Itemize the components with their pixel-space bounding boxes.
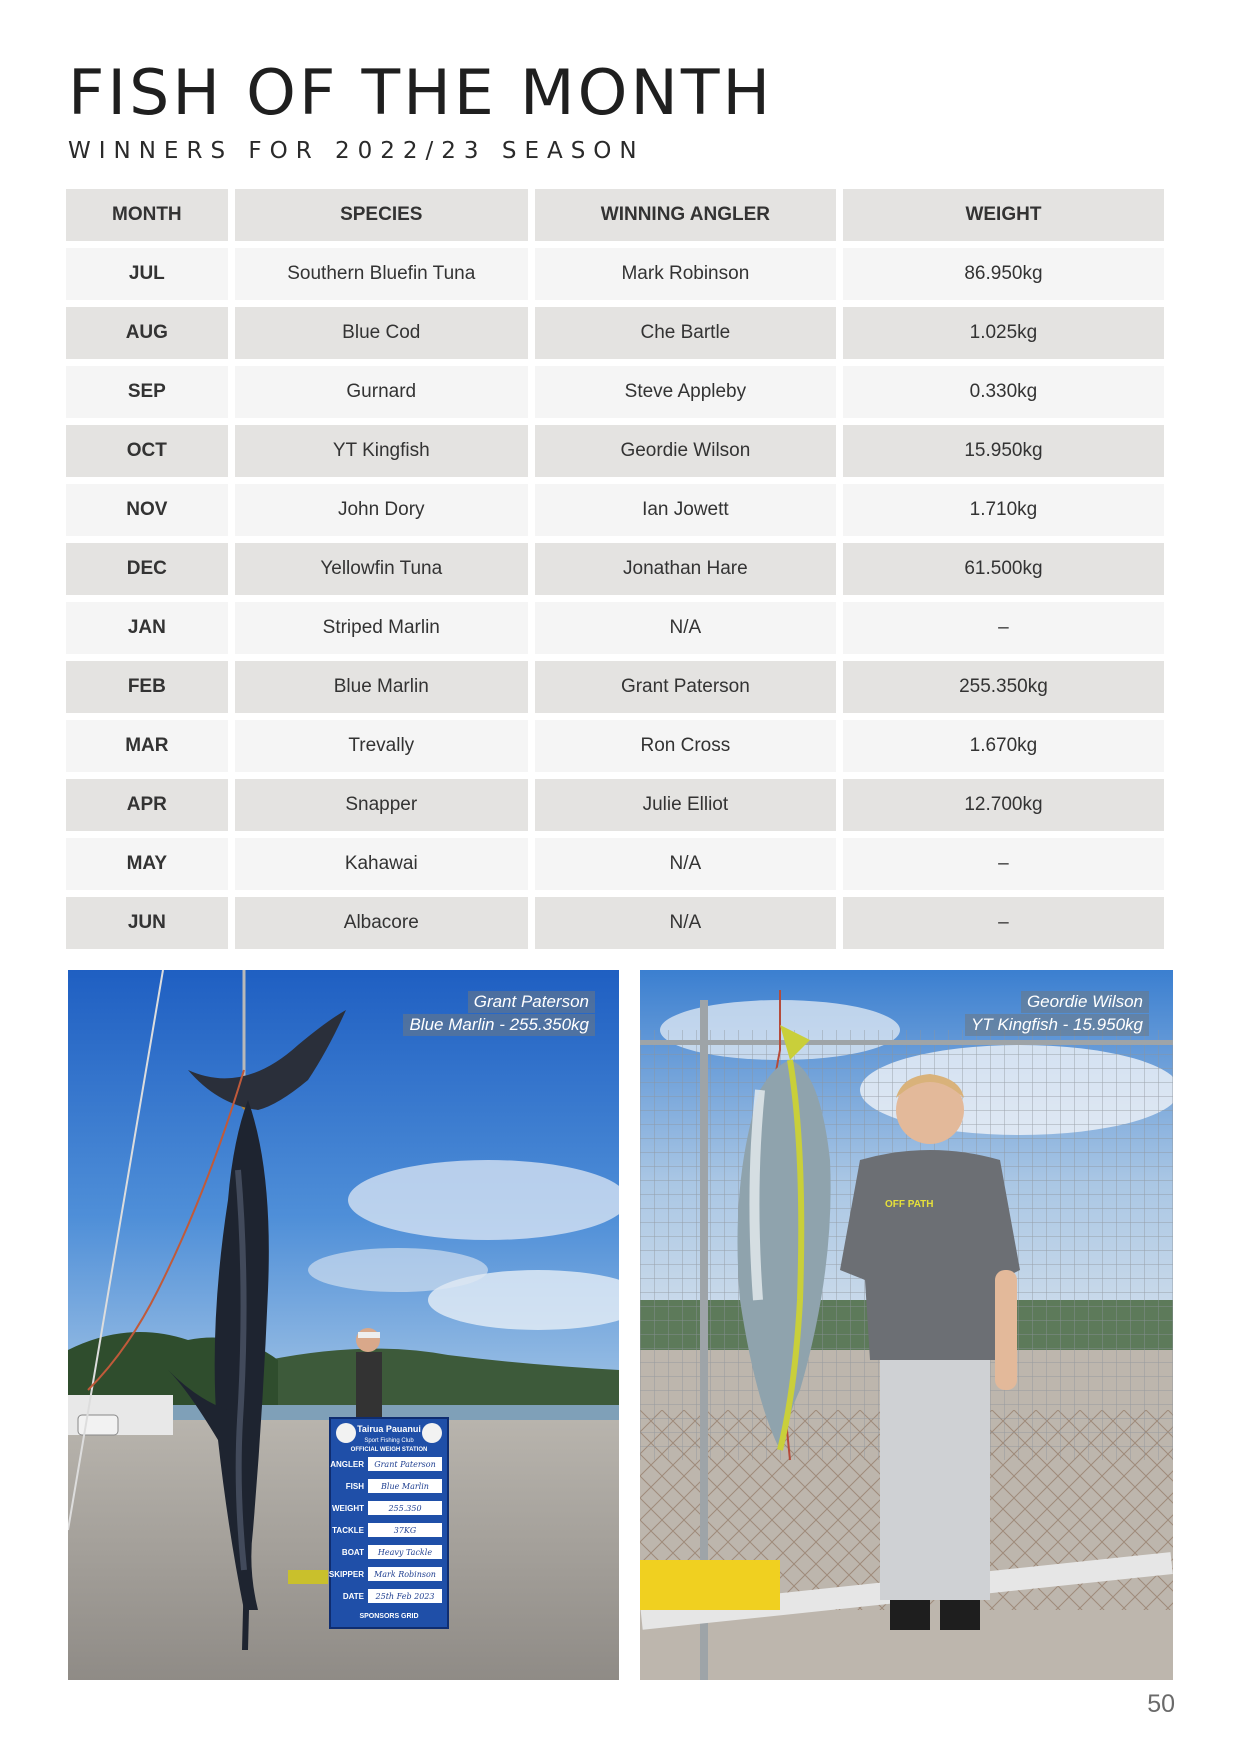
cell-species: Blue Marlin (235, 661, 528, 713)
photo-blue-marlin (68, 970, 619, 1680)
table-header-row (66, 189, 1164, 241)
photo-caption (965, 990, 1149, 1036)
board-value-boat: Heavy Tackle (377, 1548, 433, 1557)
table-row (66, 661, 1164, 713)
cell-weight: 1.025kg (843, 307, 1164, 359)
cell-weight: 15.950kg (843, 425, 1164, 477)
photo-yt-kingfish (640, 970, 1173, 1680)
caption-catch: YT Kingfish - 15.950kg (965, 1014, 1149, 1036)
board-label-date: DATE (342, 1592, 364, 1601)
board-club-sub: Sport Fishing Club (364, 1438, 414, 1444)
cell-species: Southern Bluefin Tuna (235, 248, 528, 300)
cell-angler: Jonathan Hare (535, 543, 836, 595)
photo-yt-kingfish-illustration (640, 970, 1173, 1680)
cell-month: SEP (66, 366, 228, 418)
cell-weight: 0.330kg (843, 366, 1164, 418)
cell-species: Albacore (235, 897, 528, 949)
caption-angler: Geordie Wilson (1021, 991, 1149, 1013)
board-label-skipper: SKIPPER (328, 1570, 364, 1579)
board-value-angler: Grant Paterson (374, 1460, 436, 1469)
cell-month: JUL (66, 248, 228, 300)
cell-month: OCT (66, 425, 228, 477)
board-value-skipper: Mark Robinson (374, 1570, 436, 1579)
table-row (66, 838, 1164, 890)
cell-angler: Che Bartle (535, 307, 836, 359)
cell-species: Gurnard (235, 366, 528, 418)
table-row (66, 425, 1164, 477)
cell-month: DEC (66, 543, 228, 595)
cell-weight: 1.670kg (843, 720, 1164, 772)
cell-angler: Ron Cross (535, 720, 836, 772)
cell-angler: Ian Jowett (535, 484, 836, 536)
cell-month: JAN (66, 602, 228, 654)
table-row (66, 602, 1164, 654)
cell-angler: Geordie Wilson (535, 425, 836, 477)
cell-weight: – (843, 897, 1164, 949)
cell-month: APR (66, 779, 228, 831)
cell-angler: N/A (535, 838, 836, 890)
cell-month: FEB (66, 661, 228, 713)
cell-weight: 255.350kg (843, 661, 1164, 713)
table-row (66, 720, 1164, 772)
table-row (66, 307, 1164, 359)
cell-angler: Mark Robinson (535, 248, 836, 300)
caption-angler: Grant Paterson (468, 991, 595, 1013)
cell-weight: 12.700kg (843, 779, 1164, 831)
table-row (66, 248, 1164, 300)
board-station: OFFICIAL WEIGH STATION (350, 1447, 428, 1453)
header-weight: WEIGHT (843, 189, 1164, 241)
board-footer: SPONSORS GRID (359, 1613, 419, 1620)
cell-month: MAY (66, 838, 228, 890)
board-label-angler: ANGLER (330, 1460, 364, 1469)
board-value-fish: Blue Marlin (381, 1482, 429, 1491)
cell-month: MAR (66, 720, 228, 772)
cell-angler: N/A (535, 897, 836, 949)
winners-table (59, 182, 1171, 956)
cell-weight: 1.710kg (843, 484, 1164, 536)
header-species: SPECIES (235, 189, 528, 241)
page-title: FISH OF THE MONTH (68, 56, 774, 129)
board-value-date: 25th Feb 2023 (375, 1592, 435, 1601)
page-number: 50 (1147, 1690, 1175, 1718)
weigh-station-board (329, 1418, 448, 1628)
cell-month: JUN (66, 897, 228, 949)
cell-angler: Julie Elliot (535, 779, 836, 831)
cell-weight: – (843, 838, 1164, 890)
cell-species: Snapper (235, 779, 528, 831)
shirt-text: OFF PATH (885, 1199, 934, 1210)
cell-weight: 86.950kg (843, 248, 1164, 300)
cell-angler: N/A (535, 602, 836, 654)
cell-species: Yellowfin Tuna (235, 543, 528, 595)
photo-caption (403, 990, 595, 1036)
cell-species: Blue Cod (235, 307, 528, 359)
board-label-weight: WEIGHT (332, 1504, 364, 1513)
table-row (66, 366, 1164, 418)
cell-angler: Grant Paterson (535, 661, 836, 713)
page-subtitle: WINNERS FOR 2022/23 SEASON (68, 138, 645, 164)
cell-species: Trevally (235, 720, 528, 772)
table-row (66, 543, 1164, 595)
cell-angler: Steve Appleby (535, 366, 836, 418)
board-club: Tairua Pauanui (357, 1424, 421, 1434)
board-value-tackle: 37KG (393, 1526, 417, 1535)
board-label-fish: FISH (345, 1482, 364, 1491)
cell-species: YT Kingfish (235, 425, 528, 477)
table-row (66, 484, 1164, 536)
cell-month: NOV (66, 484, 228, 536)
cell-month: AUG (66, 307, 228, 359)
board-label-tackle: TACKLE (332, 1526, 364, 1535)
cell-weight: 61.500kg (843, 543, 1164, 595)
cell-species: Striped Marlin (235, 602, 528, 654)
board-label-boat: BOAT (341, 1548, 364, 1557)
header-winning-angler: WINNING ANGLER (535, 189, 836, 241)
cell-weight: – (843, 602, 1164, 654)
header-month: MONTH (66, 189, 228, 241)
table-row (66, 779, 1164, 831)
caption-catch: Blue Marlin - 255.350kg (403, 1014, 595, 1036)
cell-species: John Dory (235, 484, 528, 536)
table-row (66, 897, 1164, 949)
photo-blue-marlin-illustration (68, 970, 619, 1680)
cell-species: Kahawai (235, 838, 528, 890)
board-value-weight: 255.350 (388, 1504, 422, 1513)
